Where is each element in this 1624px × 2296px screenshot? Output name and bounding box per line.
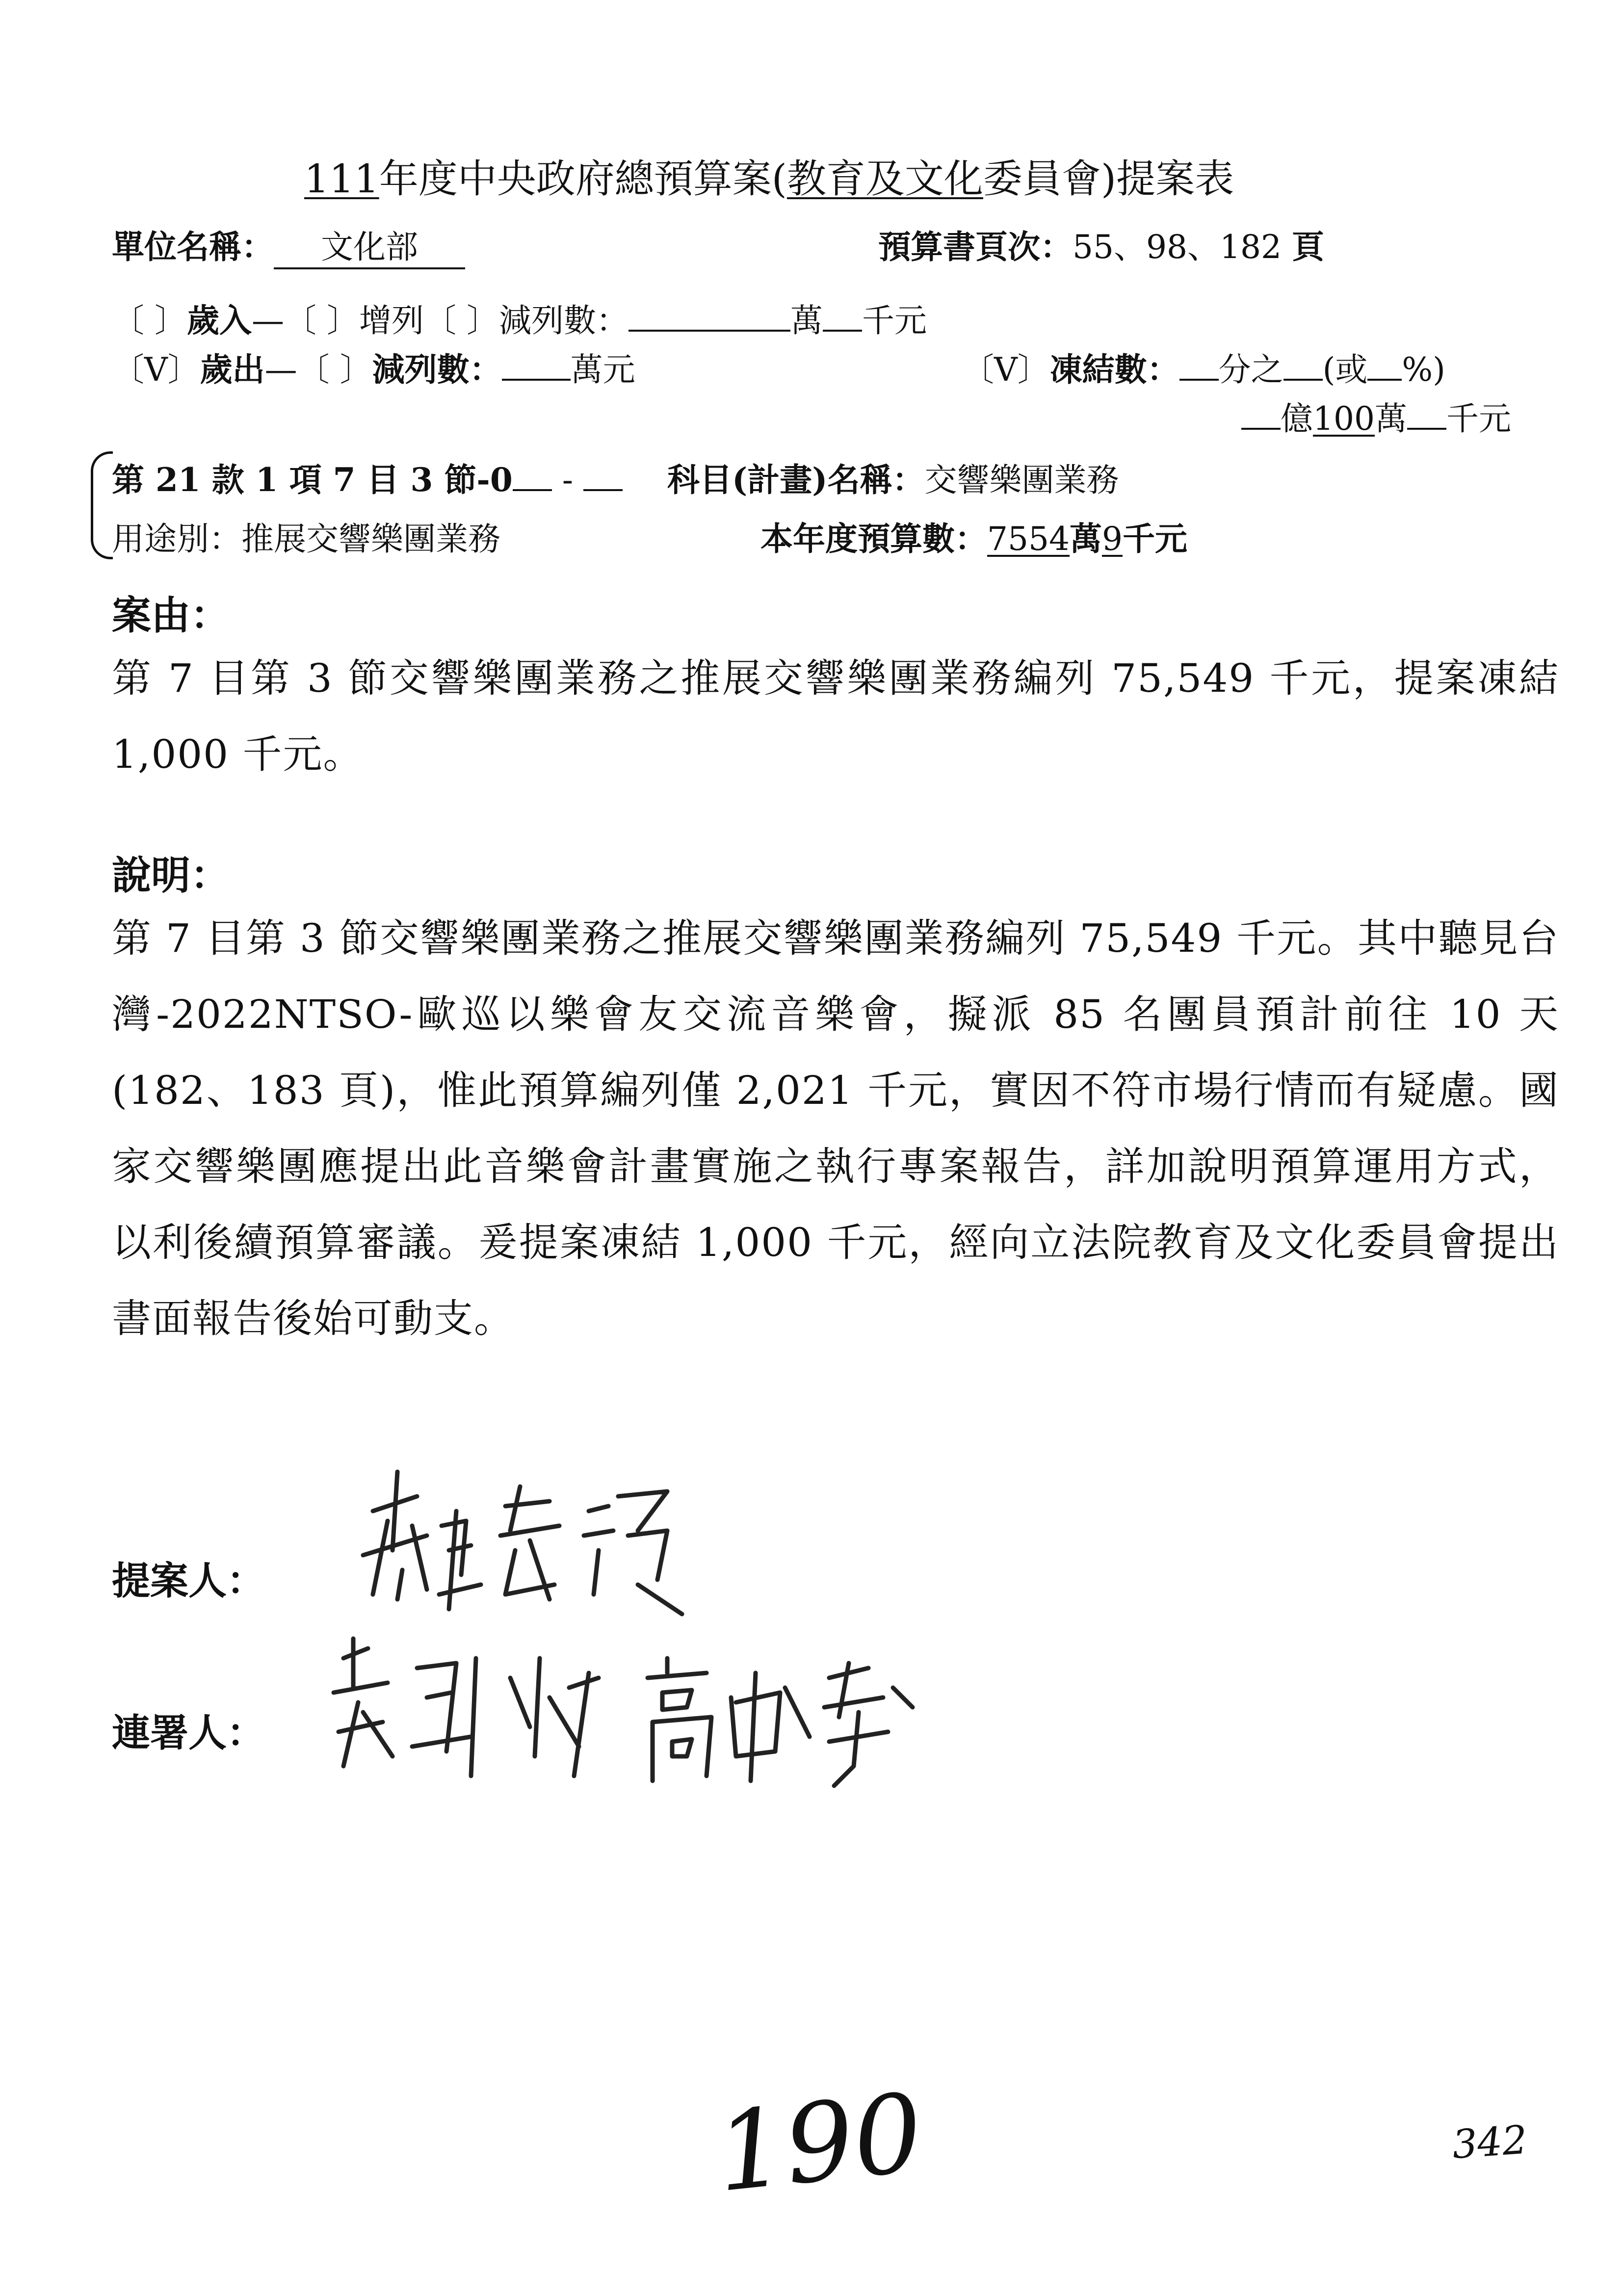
freeze-numerator-blank [1179,378,1219,381]
freeze-fen-zhi: 分之 [1218,351,1283,389]
expenditure-decrease-check: 〔 〕 [297,351,372,389]
proposer-signature [343,1452,716,1639]
unit-value: 文化部 [274,221,465,269]
freeze-row [962,343,1445,390]
freeze-huo: (或 [1322,351,1368,389]
annual-label: 本年度預算數： [760,520,987,558]
freeze-yi-blank [1241,427,1281,430]
cosigner-signature-1 [324,1629,628,1791]
revenue-decrease-label: 減列數： [498,302,629,339]
annual-wan: 7554 [987,520,1070,558]
revenue-wan: 萬 [790,302,823,339]
freeze-denominator-blank [1283,378,1323,381]
expenditure-row [112,343,635,390]
freeze-amount-row [1241,392,1511,439]
annual-qian-yuan: 千元 [1122,520,1187,558]
budget-pages-value: 55、98、182 [1073,228,1282,266]
freeze-pct-blank [1367,378,1402,381]
increase-label: 增列 [359,302,424,339]
revenue-dash: — [251,302,284,339]
page-number: 190 [710,2069,929,2217]
freeze-check: 〔V〕 [962,351,1050,389]
expenditure-label: 歲出 [200,350,265,389]
increase-check: 〔 〕 [284,302,359,339]
unit-label: 單位名稱： [112,228,274,266]
reason-text: 第 7 目第 3 節交響樂團業務之推展交響樂團業務編列 75,549 千元，提案凍結 1,000 千元。 [112,655,1559,777]
explanation-heading: 說明： [112,852,230,898]
subject-row [667,454,1119,500]
cosigner-signature-2 [638,1639,922,1796]
title-committee: 教育及文化 [786,156,983,202]
purpose-label: 用途別： [112,520,241,558]
title-year: 111 [304,156,379,202]
subject-label: 科目(計畫)名稱： [667,461,925,499]
cosigners-label: 連署人： [112,1711,265,1755]
budget-pages-row [878,221,1324,267]
proposer-label: 提案人： [112,1559,265,1603]
subject-value: 交響樂團業務 [924,461,1119,499]
revenue-row [112,294,927,341]
freeze-wan-value: 100 [1313,400,1375,438]
revenue-qian-yuan: 千元 [862,302,927,339]
reason-heading: 案由： [112,592,230,638]
budget-pages-label: 預算書頁次： [878,228,1073,266]
account-bracket [91,451,113,559]
revenue-qian-blank [823,329,862,332]
freeze-wan: 萬 [1374,400,1407,438]
expenditure-check: 〔V〕 [112,351,200,389]
budget-pages-unit: 頁 [1291,228,1324,266]
title-suffix: 委員會)提案表 [983,156,1234,202]
freeze-yi: 億 [1281,400,1313,438]
expenditure-decrease-label: 減列數： [372,350,502,389]
decrease-check: 〔 〕 [423,302,499,339]
corner-number: 342 [1450,2116,1529,2168]
annual-wan-unit: 萬 [1069,520,1102,558]
document-title [304,147,1234,204]
account-code-sep: - [562,461,574,499]
freeze-label: 凍結數： [1049,350,1179,389]
explanation-text: 第 7 目第 3 節交響樂團業務之推展交響樂團業務編列 75,549 千元。其中聽見台灣-2022NTSO-歐巡以樂會友交流音樂會，擬派 85 名團員預計前往 10 天(182、183 頁)，惟此預算編列僅 2,021 千元，實因不符市場行情而有疑慮。國家交響樂團應提出此音樂會計畫實施之執行專案報告，詳加說明預算運用方式，以利後續預算審議。爰提案凍結 1,000 千元，經向立法院教育及文化委員會提出書面報告後始可動支。 [112,915,1559,1341]
account-code-blank-2 [583,489,623,491]
revenue-label: 歲入 [186,301,252,339]
unit-name-row [112,221,465,269]
annual-qian: 9 [1101,520,1123,558]
account-code-label: 第 21 款 1 項 7 目 3 節-0 [112,461,513,499]
expenditure-dash: — [264,351,297,389]
title-prefix: 年度中央政府總預算案( [379,156,787,202]
freeze-qian-blank [1407,427,1446,430]
account-code-blank-1 [513,489,552,491]
purpose-value: 推展交響樂團業務 [241,520,500,558]
account-code-row [112,454,623,500]
freeze-qian-yuan: 千元 [1446,400,1511,438]
annual-budget-row [760,513,1187,559]
expenditure-wan-yuan: 萬元 [570,351,635,389]
revenue-check: 〔 〕 [112,302,187,339]
expenditure-decrease-blank [502,378,571,381]
revenue-decrease-blank [629,329,790,332]
purpose-row [112,513,500,559]
freeze-pct-close: %) [1402,351,1445,389]
